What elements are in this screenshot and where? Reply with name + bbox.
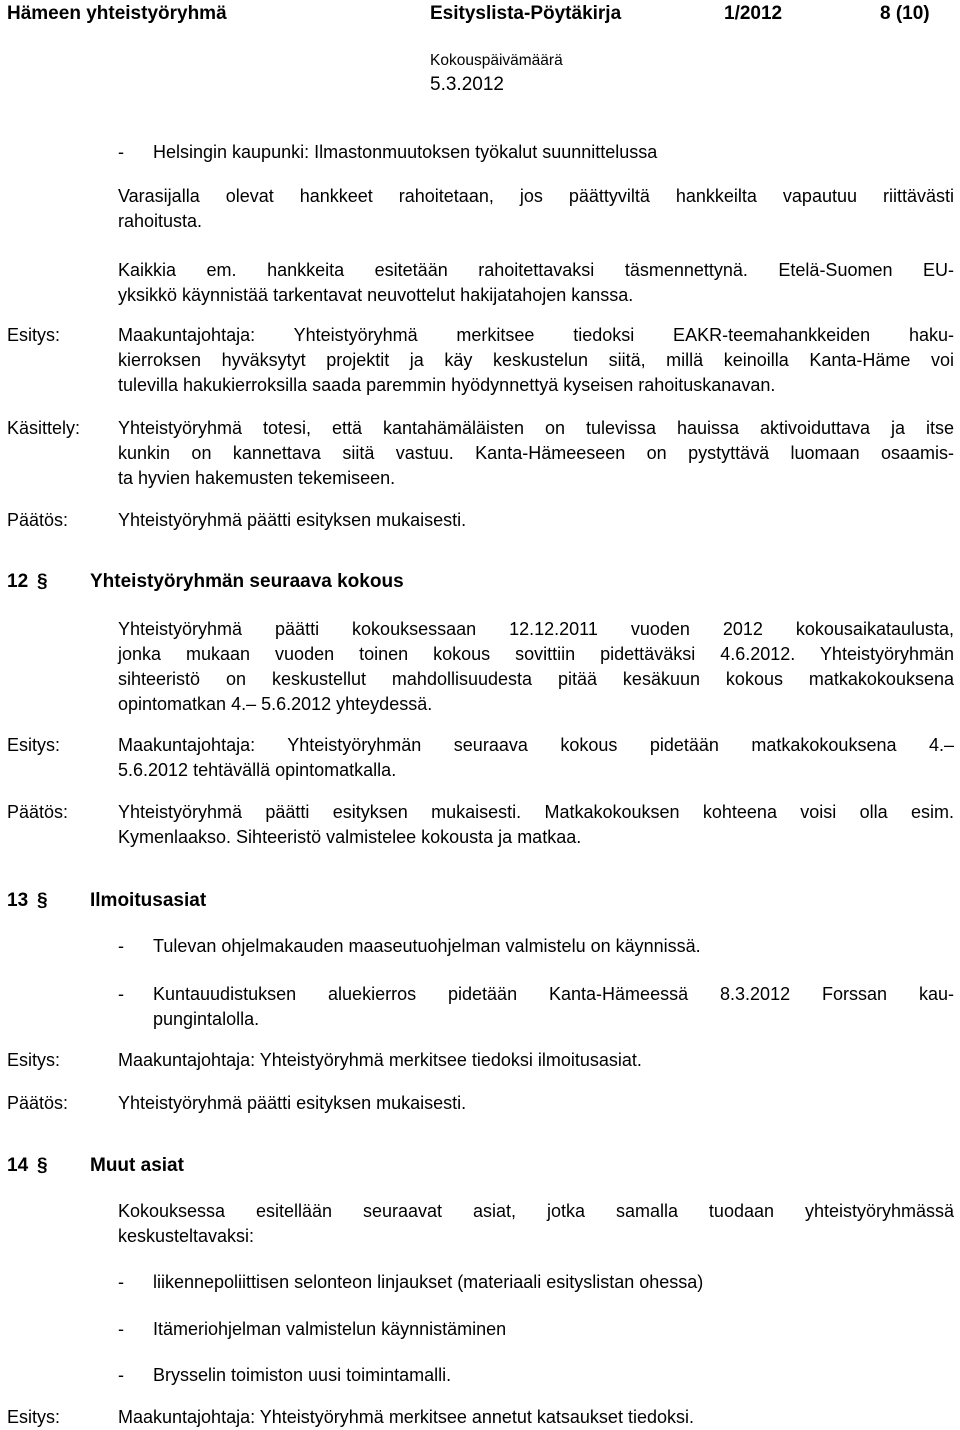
list-item: liikennepoliittisen selonteon linjaukset (materiaali esityslistan ohessa) bbox=[153, 1272, 704, 1292]
label-esitys: Esitys: bbox=[7, 1407, 61, 1427]
org-name: Hämeen yhteistyöryhmä bbox=[7, 3, 227, 24]
label-esitys: Esitys: bbox=[7, 1050, 61, 1070]
section-number: 12 bbox=[7, 571, 29, 592]
section-12-proposal: Maakuntajohtaja: Yhteistyöryhmän seuraava kokous pidetään matkakokouksena 4.– 5.6.2012 tehtävällä opintomatkalla. bbox=[118, 735, 954, 780]
section-sign-icon: § bbox=[37, 890, 48, 911]
issue-number: 1/2012 bbox=[724, 3, 783, 24]
section-number: 13 bbox=[7, 890, 29, 911]
label-esitys: Esitys: bbox=[7, 325, 61, 345]
proposal-text: Maakuntajohtaja: Yhteistyöryhmä merkitsee tiedoksi EAKR-teemahankkeiden haku- kierroksen hyväksytyt projektit ja käy keskustelun siitä, millä keinoilla Kanta-Häme voi tulevilla hakukierroksilla saada paremmin hyödynnettyä kyseisen rahoituskanavan. bbox=[118, 325, 954, 395]
section-title: Yhteistyöryhmän seuraava kokous bbox=[90, 571, 404, 592]
list-item: Helsingin kaupunki: Ilmastonmuutoksen työkalut suunnittelussa bbox=[153, 142, 658, 162]
section-title: Muut asiat bbox=[90, 1155, 184, 1176]
date-label: Kokouspäivämäärä bbox=[430, 52, 563, 69]
section-12-decision: Yhteistyöryhmä päätti esityksen mukaisesti. Matkakokouksen kohteena voisi olla esim. Kymenlaakso. Sihteeristö valmistelee kokousta ja matkaa. bbox=[118, 802, 954, 847]
list-dash: - bbox=[118, 142, 124, 162]
section-14-proposal: Maakuntajohtaja: Yhteistyöryhmä merkitsee annetut katsaukset tiedoksi. bbox=[118, 1407, 694, 1427]
page-number: 8 (10) bbox=[880, 3, 930, 24]
meeting-date: 5.3.2012 bbox=[430, 74, 504, 95]
list-dash: - bbox=[118, 1319, 124, 1339]
section-number: 14 bbox=[7, 1155, 29, 1176]
list-dash: - bbox=[118, 936, 124, 956]
list-item: Itämeriohjelman valmistelun käynnistäminen bbox=[153, 1319, 507, 1339]
list-dash: - bbox=[118, 984, 124, 1004]
section-14-paragraph: Kokouksessa esitellään seuraavat asiat, jotka samalla tuodaan yhteistyöryhmässä keskusteltavaksi: bbox=[118, 1201, 954, 1246]
doc-type: Esityslista-Pöytäkirja bbox=[430, 3, 622, 24]
paragraph-funding: Varasijalla olevat hankkeet rahoitetaan, jos päättyviltä hankkeilta vapautuu riittävästi rahoitusta. bbox=[118, 186, 954, 231]
list-dash: - bbox=[118, 1272, 124, 1292]
list-item: Kuntauudistuksen aluekierros pidetään Kanta-Hämeessä 8.3.2012 Forssan kau- pungintalolla. bbox=[153, 984, 954, 1029]
section-title: Ilmoitusasiat bbox=[90, 890, 207, 911]
list-dash: - bbox=[118, 1365, 124, 1385]
label-paatos: Päätös: bbox=[7, 1093, 69, 1113]
section-sign-icon: § bbox=[37, 571, 48, 592]
discussion-text: Yhteistyöryhmä totesi, että kantahämäläisten on tulevissa hauissa aktivoiduttava ja itse kunkin on kannettava siitä vastuu. Kanta-Hämeeseen on pystyttävä luomaan osaamis- ta hyvien hakemusten tekemiseen. bbox=[118, 418, 954, 488]
list-item: Brysselin toimiston uusi toimintamalli. bbox=[153, 1365, 452, 1385]
label-esitys: Esitys: bbox=[7, 735, 61, 755]
section-12-paragraph: Yhteistyöryhmä päätti kokouksessaan 12.12.2011 vuoden 2012 kokousaikataulusta, jonka mukaan vuoden toinen kokous sovittiin pidettäväksi 4.6.2012. Yhteistyöryhmän sihteeristö on keskustellut mahdollisuudesta pitää kesäkuun kokous matkakokouksena opintomatkan 4.– 5.6.2012 yhteydessä. bbox=[118, 619, 954, 714]
section-12-heading bbox=[7, 569, 607, 594]
paragraph-projects: Kaikkia em. hankkeita esitetään rahoitettavaksi täsmennettynä. Etelä-Suomen EU- yksikkö käynnistää tarkentavat neuvottelut hakijatahojen kanssa. bbox=[118, 260, 954, 305]
label-paatos: Päätös: bbox=[7, 510, 69, 530]
section-13-heading bbox=[7, 888, 607, 913]
label-paatos: Päätös: bbox=[7, 802, 69, 822]
section-13-decision: Yhteistyöryhmä päätti esityksen mukaisesti. bbox=[118, 1093, 467, 1113]
decision-text: Yhteistyöryhmä päätti esityksen mukaisesti. bbox=[118, 510, 467, 530]
section-13-proposal: Maakuntajohtaja: Yhteistyöryhmä merkitsee tiedoksi ilmoitusasiat. bbox=[118, 1050, 642, 1070]
section-sign-icon: § bbox=[37, 1155, 48, 1176]
meeting-date-block bbox=[430, 49, 563, 97]
label-kasittely: Käsittely: bbox=[7, 418, 81, 438]
list-item: Tulevan ohjelmakauden maaseutuohjelman valmistelu on käynnissä. bbox=[153, 936, 701, 956]
section-14-heading bbox=[7, 1153, 607, 1178]
